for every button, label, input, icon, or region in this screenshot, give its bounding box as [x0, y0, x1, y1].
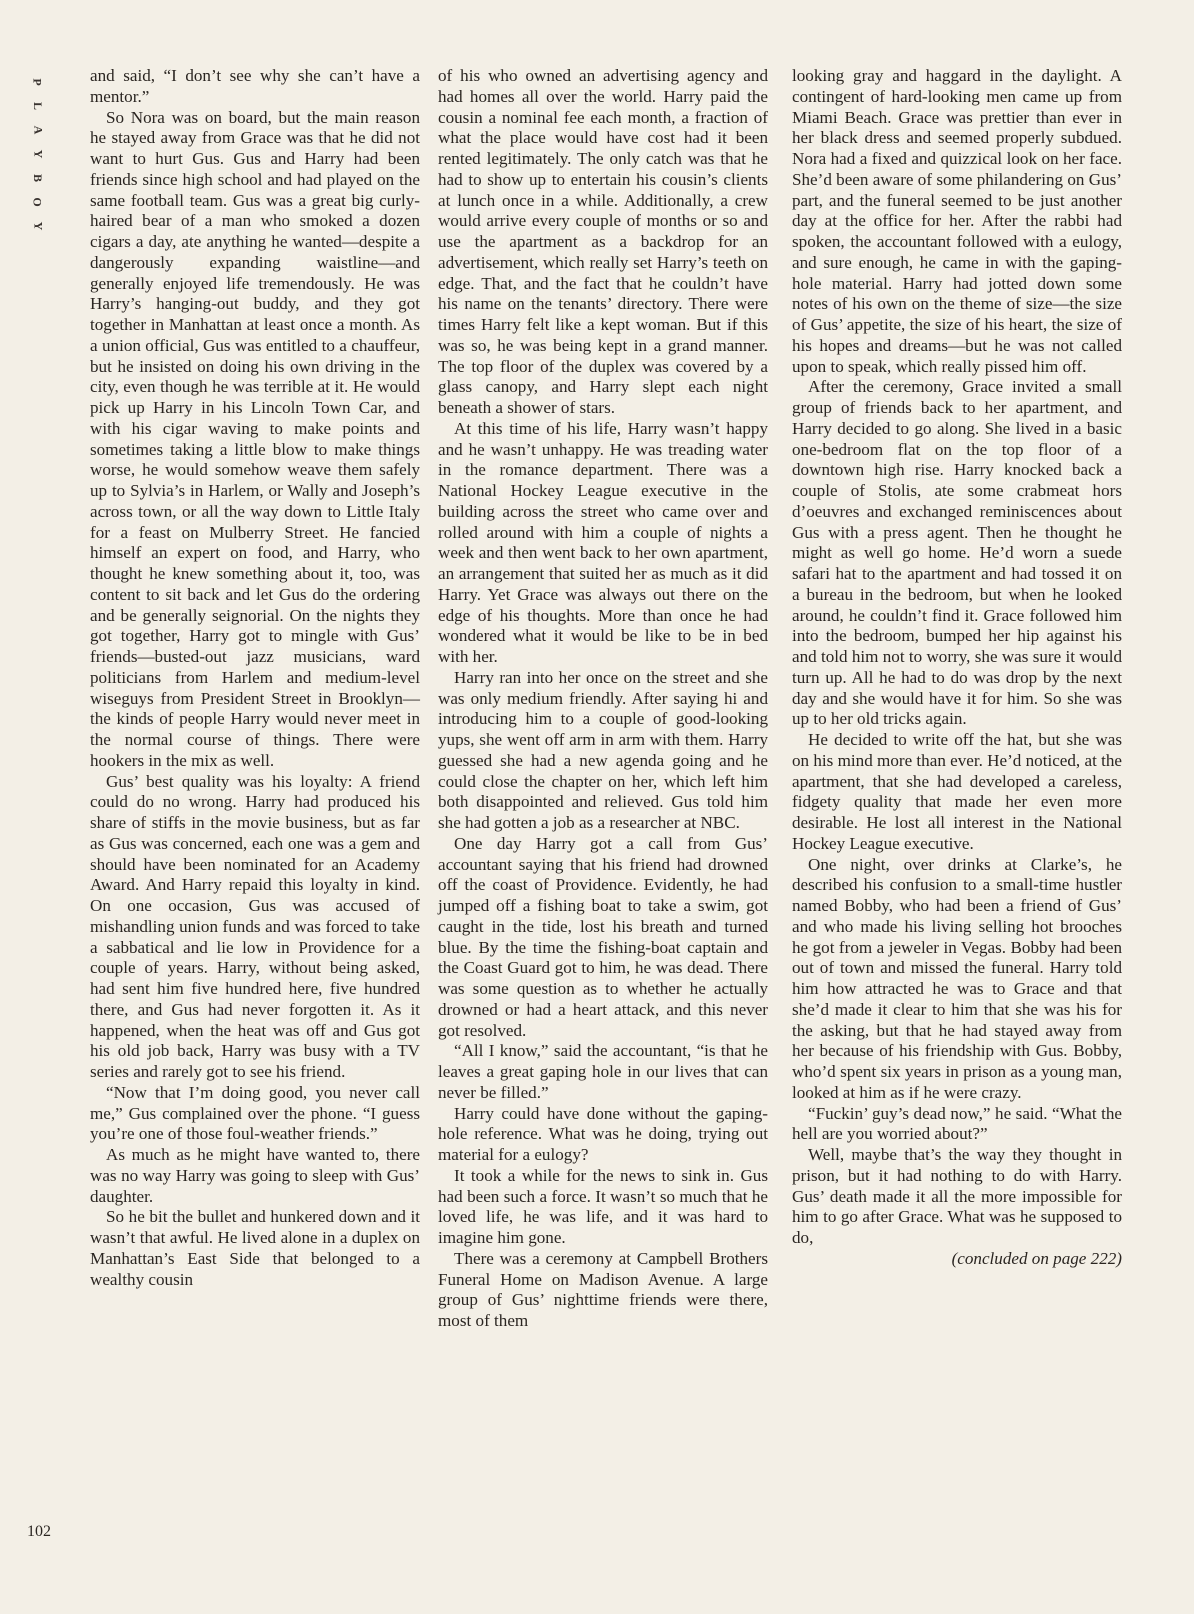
magazine-letter: L [30, 101, 45, 111]
paragraph: As much as he might have wanted to, there was no way Harry was going to sleep with Gus’ daughter. [90, 1145, 420, 1206]
magazine-letter: Y [30, 149, 45, 159]
paragraph: He decided to write off the hat, but she was on his mind more than ever. He’d noticed, at the apartment, that she had developed a careless, fidgety quality that made her even more desirable. He lost all interest in the National Hockey League executive. [792, 730, 1122, 853]
paragraph: and said, “I don’t see why she can’t have a mentor.” [90, 66, 420, 106]
paragraph: Harry ran into her once on the street and she was only medium friendly. After saying hi and introducing him to a couple of good-looking yups, she went off arm in arm with them. Harry guessed she had a new agenda going and he could close the chapter on her, which left him both disappointed and relieved. Gus told him she had gotten a job as a researcher at NBC. [438, 667, 768, 832]
paragraph: At this time of his life, Harry wasn’t happy and he wasn’t unhappy. He was treading water in the romance department. There was a National Hockey League executive in the building across the street who came over and rolled around with him a couple of nights a week and then went back to her own apartment, an arrangement that suited her as much as it did Harry. Yet Grace was always out there on the edge of his thoughts. More than once he had wondered what it would be like to be in bed with her. [438, 418, 768, 666]
paragraph: So Nora was on board, but the main reason he stayed away from Grace was that he did not want to hurt Gus. Gus and Harry had been friends since high school and had played on the same football team. Gus was a great big curly-haired bear of a man who smoked a dozen cigars a day, ate anything he wanted—despite a dangerously expanding waistline—and generally enjoyed life tremendously. He was Harry’s hanging-out buddy, and they got together in Manhattan at least once a month. As a union official, Gus was entitled to a chauffeur, but he insisted on doing his own driving in the city, even though he was terrible at it. He would pick up Harry in his Lincoln Town Car, and with his cigar waving to make points and sometimes taking a little blow to make things worse, he would somehow weave them safely up to Sylvia’s in Harlem, or Wally and Joseph’s across town, or all the way down to Little Italy for a feast on Mulberry Street. He fancied himself an expert on food, and Harry, who thought he knew something about it, too, was content to sit back and let Gus do the ordering and be generally seignorial. On the nights they got together, Harry got to mingle with Gus’ friends—busted-out jazz musicians, ward politicians from Harlem and medium-level wiseguys from President Street in Brooklyn—the kinds of people Harry would never meet in the normal course of things. There were hookers in the mix as well. [90, 107, 420, 770]
paragraph: One day Harry got a call from Gus’ accountant saying that his friend had drowned off the coast of Providence. Evidently, he had jumped off a fishing boat to take a swim, got caught in the tide, lost his breath and turned blue. By the time the fishing-boat captain and the Coast Guard got to him, he was dead. There was some question as to whether he actually drowned or had a heart attack, and this never got resolved. [438, 833, 768, 1040]
paragraph: One night, over drinks at Clarke’s, he described his confusion to a small-time hustler named Bobby, who had been a friend of Gus’ and who made his living selling hot brooches he got from a jeweler in Vegas. Bobby had been out of town and missed the funeral. Harry told him how attracted he was to Grace and that she’d made it clear to him that she was his for the asking, but that he had stayed away from her because of his friendship with Gus. Bobby, who’d spent six years in prison as a young man, looked at him as if he were crazy. [792, 854, 1122, 1102]
paragraph: So he bit the bullet and hunkered down and it wasn’t that awful. He lived alone in a duplex on Manhattan’s East Side that belonged to a wealthy cousin [90, 1207, 420, 1289]
paragraph: Well, maybe that’s the way they thought in prison, but it had nothing to do with Harry. Gus’ death made it all the more impossible for him to go after Grace. What was he supposed to do, [792, 1145, 1122, 1247]
text-column-3 [792, 66, 1122, 1270]
paragraph: There was a ceremony at Campbell Brothers Funeral Home on Madison Avenue. A large group of Gus’ nighttime friends were there, most of them [438, 1248, 768, 1330]
magazine-letter: P [31, 78, 45, 86]
magazine-letter: A [30, 125, 45, 135]
paragraph: of his who owned an advertising agency and had homes all over the world. Harry paid the cousin a nominal fee each month, a fraction of what the place would have cost had it been rented legitimately. The only catch was that he had to show up to entertain his cousin’s clients at lunch once in a while. Additionally, a crew would arrive every couple of months or so and use the apartment as a backdrop for an advertisement, which really set Harry’s teeth on edge. That, and the fact that he couldn’t have his name on the tenants’ directory. There were times Harry felt like a kept woman. But if this was so, he was being kept in a grand manner. The top floor of the duplex was covered by a glass canopy, and Harry slept each night beneath a shower of stars. [438, 66, 768, 417]
paragraph: It took a while for the news to sink in. Gus had been such a force. It wasn’t so much that he loved life, he was life, and it was hard to imagine him gone. [438, 1165, 768, 1247]
magazine-name-vertical [30, 70, 46, 238]
text-column-2 [438, 66, 768, 1332]
paragraph: “All I know,” said the accountant, “is that he leaves a great gaping hole in our lives that can never be filled.” [438, 1041, 768, 1102]
paragraph: “Now that I’m doing good, you never call me,” Gus complained over the phone. “I guess you’re one of those foul-weather friends.” [90, 1082, 420, 1144]
magazine-letter: Y [30, 221, 45, 231]
paragraph: Harry could have done without the gaping-hole reference. What was he doing, trying out material for a eulogy? [438, 1103, 768, 1164]
page-number: 102 [27, 1523, 51, 1540]
paragraph: “Fuckin’ guy’s dead now,” he said. “What the hell are you worried about?” [792, 1103, 1122, 1144]
magazine-letter: B [30, 173, 45, 183]
magazine-letter: O [31, 197, 45, 207]
text-column-1 [90, 66, 420, 1290]
paragraph: Gus’ best quality was his loyalty: A friend could do no wrong. Harry had produced his share of stiffs in the movie business, but as far as Gus was concerned, each one was a gem and should have been nominated for an Academy Award. And Harry repaid this loyalty in kind. On one occasion, Gus was accused of mishandling union funds and was forced to take a sabbatical and lie low in Providence for a couple of years. Harry, without being asked, had sent him five hundred here, five hundred there, and Gus had never forgotten it. As it happened, when the heat was off and Gus got his old job back, Harry was busy with a TV series and rarely got to see his friend. [90, 771, 420, 1081]
paragraph: After the ceremony, Grace invited a small group of friends back to her apartment, and Harry decided to go along. She lived in a basic one-bedroom flat on the top floor of a downtown high rise. Harry knocked back a couple of Stolis, ate some crabmeat hors d’oeuvres and exchanged reminiscences about Gus with a press agent. Then he thought he might as well go home. He’d worn a suede safari hat to the apartment and had tossed it on a bureau in the bedroom, but when he looked around, he couldn’t find it. Grace followed him into the bedroom, bumped her hip against his and told him not to worry, she was sure it would turn up. All he had to do was drop by the next day and she would have it for him. So she was up to her old tricks again. [792, 377, 1122, 729]
continuation-note: (concluded on page 222) [951, 1248, 1122, 1268]
paragraph: looking gray and haggard in the daylight. A contingent of hard-looking men came up from Miami Beach. Grace was prettier than ever in her black dress and seemed properly subdued. Nora had a fixed and quizzical look on her face. She’d been aware of some philandering on Gus’ part, and the funeral seemed to be just another day at the office for her. After the rabbi had spoken, the accountant followed with a eulogy, and sure enough, he came in with the gaping-hole material. Harry had jotted down some notes of his own on the theme of size—the size of Gus’ appetite, the size of his heart, the size of his hopes and dreams—but he was not called upon to speak, which really pissed him off. [792, 66, 1122, 376]
